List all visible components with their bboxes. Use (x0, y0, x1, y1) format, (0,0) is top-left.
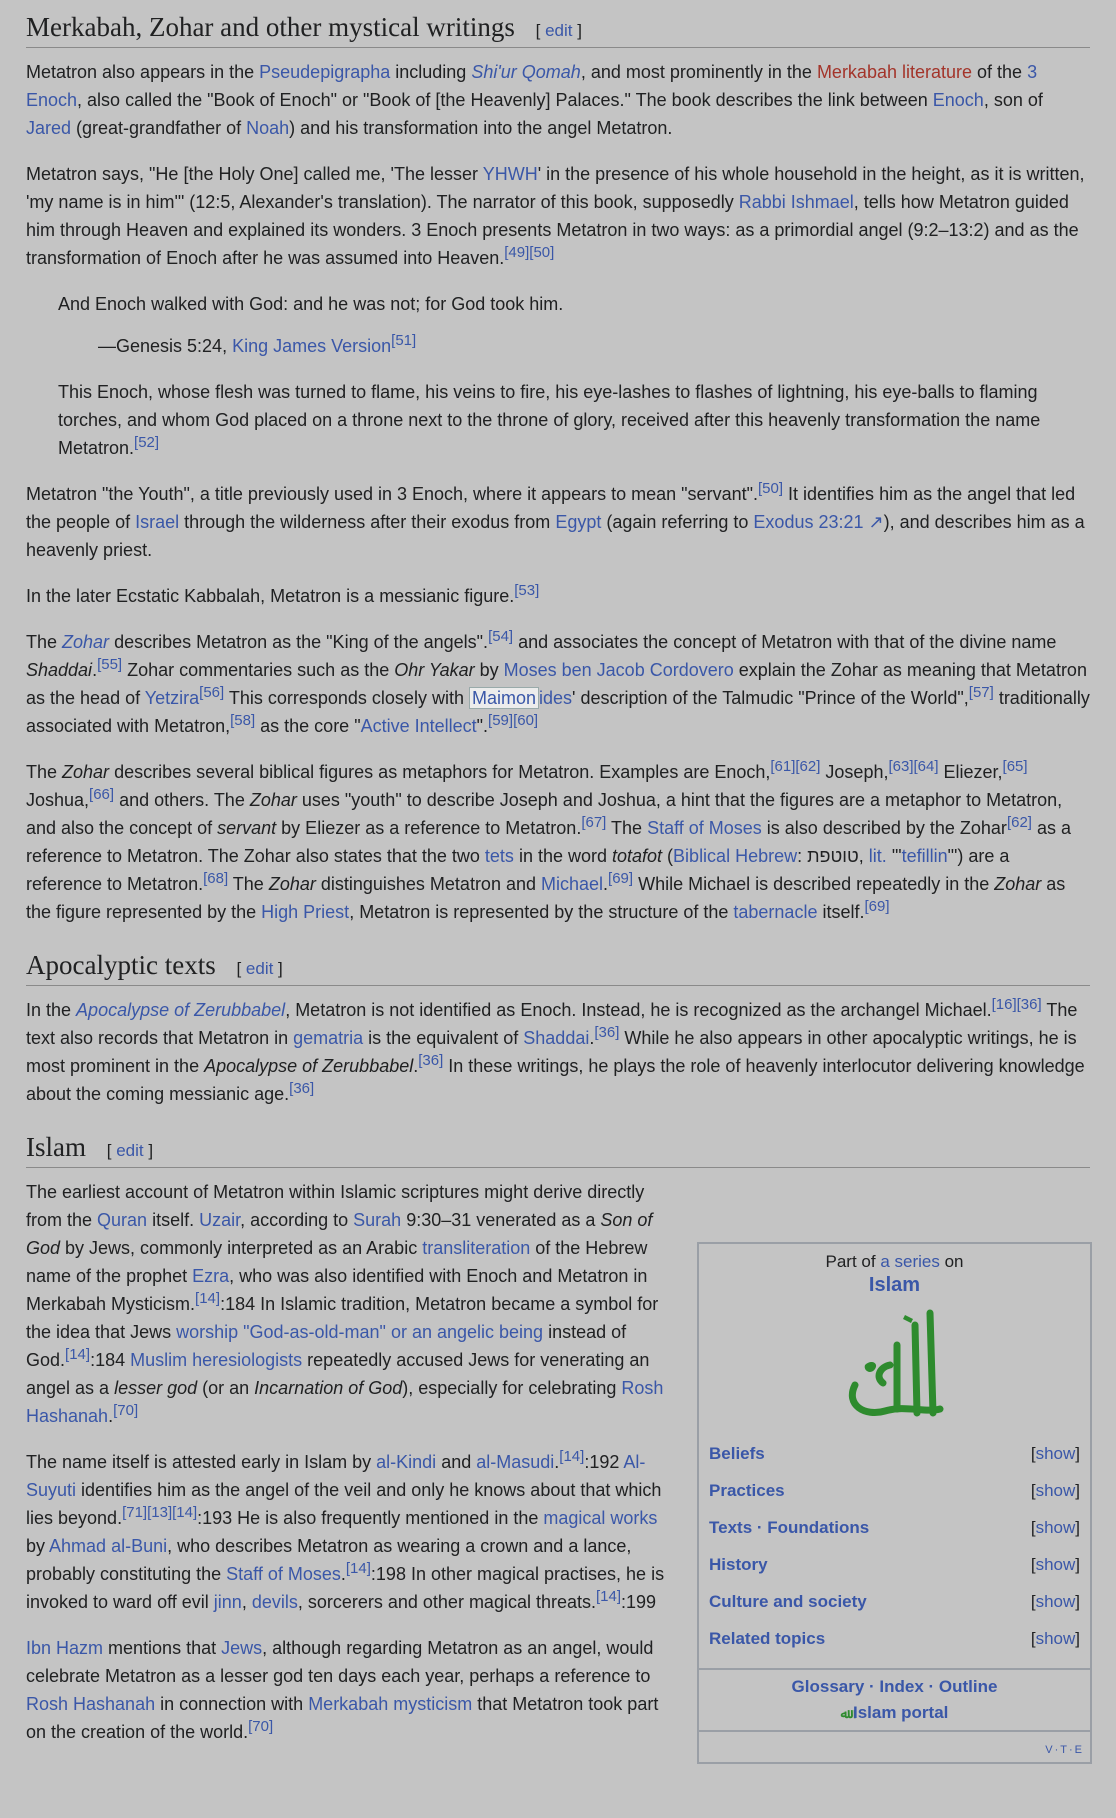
sidebar-row-practices[interactable] (709, 1481, 1080, 1511)
portal-label: Islam portal (852, 1703, 949, 1722)
link-gematria[interactable]: gematria (293, 1028, 364, 1048)
link-active-intellect[interactable]: Active Intellect (360, 716, 477, 736)
sidebar-row-culture[interactable] (709, 1592, 1080, 1622)
sidebar-footer-divider (699, 1730, 1090, 1732)
link-heresiologists[interactable]: Muslim heresiologists (130, 1350, 303, 1370)
show-toggle[interactable]: [show] (1030, 1629, 1080, 1648)
show-link[interactable]: show (1035, 1518, 1076, 1537)
paragraph: The earliest account of Metatron within Islamic scriptures might derive directly from the Quran itself. Uzair, according to Surah 9:30–31 venerated as a Son of God by Jews, commonly interpreted as an Arabic transliteration of the Hebrew name of the prophet Ezra, who was also identified with Enoch and Metatron in Merkabah Mysticism.[14]:184 In Islamic tradition, Metatron became a symbol for the idea that Jews worship "God-as-old-man" or an angelic being instead of God.[14]:184 Muslim heresiologists repeatedly accused Jews for venerating an angel as a lesser god (or an Incarnation of God), especially for celebrating Rosh Hashanah.[70] (26, 1182, 664, 1426)
citation[interactable]: [59][60] (488, 712, 539, 729)
link-magical-works[interactable]: magical works (543, 1508, 658, 1528)
row-label: Texts · Foundations (709, 1518, 870, 1537)
show-toggle[interactable]: [show] (1030, 1444, 1080, 1463)
row-label: Culture and society (709, 1592, 867, 1611)
link-worship[interactable]: worship "God-as-old-man" or an angelic being (176, 1322, 544, 1342)
link-biblical-hebrew[interactable]: Biblical Hebrew (673, 846, 798, 866)
link-pseudepigrapha[interactable]: Pseudepigrapha (259, 62, 391, 82)
link-al-masudi[interactable]: al-Masudi (476, 1452, 555, 1472)
link-rosh-hashanah[interactable]: Rosh Hashanah (26, 1378, 664, 1426)
series-caption (699, 1252, 1090, 1272)
glossary-index-outline-links[interactable]: Glossary · Index · Outline (791, 1677, 998, 1696)
row-label: Related topics (709, 1629, 826, 1648)
link-tets[interactable]: tets (484, 846, 514, 866)
link-jews[interactable]: Jews (221, 1638, 263, 1658)
show-link[interactable]: show (1035, 1481, 1076, 1500)
paragraph: Ibn Hazm mentions that Jews, although regarding Metatron as an angel, would celebrate Metatron as a lesser god ten days each year, perhaps a reference to Rosh Hashanah in connection with Merkabah mysticism that Metatron took part on the creation of the world.[70] (26, 1638, 659, 1742)
link-yetzira[interactable]: Yetzira (144, 688, 200, 708)
link-3-enoch[interactable]: 3 Enoch (26, 62, 1038, 110)
citation[interactable]: [14] (559, 1448, 585, 1465)
heading-text: Merkabah, Zohar and other mystical writings (26, 12, 515, 42)
islam-series-sidebar (697, 1242, 1092, 1764)
link-zohar[interactable]: Zohar (62, 632, 110, 652)
link-uzair[interactable]: Uzair (199, 1210, 241, 1230)
edit-link[interactable]: edit (116, 1141, 144, 1160)
citation[interactable]: [67] (581, 814, 607, 831)
allah-calligraphy-icon (835, 1305, 955, 1427)
heading-text: Apocalyptic texts (26, 950, 216, 980)
link-enoch[interactable]: Enoch (932, 90, 984, 110)
citation[interactable]: [16][36] (991, 996, 1042, 1013)
link-merkabah-mysticism[interactable]: Merkabah mysticism (308, 1694, 473, 1714)
citation[interactable]: [57] (968, 684, 994, 701)
citation[interactable]: [53] (514, 582, 540, 599)
citation[interactable]: [54] (488, 628, 514, 645)
link-maimonides[interactable]: Maimon ides (469, 687, 572, 709)
show-link[interactable]: show (1035, 1629, 1076, 1648)
blockquote: And Enoch walked with God: and he was not; for God took him. (58, 294, 564, 314)
citation[interactable]: [51] (391, 332, 417, 349)
edit-section: [ edit ] (535, 21, 582, 40)
heading-text: Islam (26, 1132, 86, 1162)
show-link[interactable]: show (1035, 1555, 1076, 1574)
citation[interactable]: [14] (345, 1560, 371, 1577)
show-link[interactable]: show (1035, 1592, 1076, 1611)
series-title[interactable]: Islam (868, 1274, 921, 1296)
blockquote: This Enoch, whose flesh was turned to flame, his veins to fire, his eye-lashes to flashes of lightning, his eye-balls to flaming torches, and whom God placed on a throne next to the throne of glory, received after this heavenly transformation the name Metatron.[52] (58, 382, 1041, 458)
edit-link[interactable]: edit (245, 959, 274, 978)
show-toggle[interactable]: [show] (1030, 1518, 1080, 1537)
link-jinn[interactable]: jinn (213, 1592, 242, 1612)
edit-section: [ edit ] (236, 959, 283, 978)
paragraph: In the later Ecstatic Kabbalah, Metatron is a messianic figure.[53] (26, 582, 540, 606)
citation[interactable]: [55] (97, 656, 123, 673)
citation[interactable]: [50] (757, 480, 784, 497)
link-ezra[interactable]: Ezra (192, 1266, 230, 1286)
part-of-text: Part of (825, 1252, 876, 1271)
link-tabernacle[interactable]: tabernacle (733, 902, 818, 922)
link-jared[interactable]: Jared (26, 118, 72, 138)
link-exodus[interactable]: Exodus 23:21 ↗ (753, 512, 884, 532)
link-quran[interactable]: Quran (97, 1210, 148, 1230)
show-toggle[interactable]: [show] (1030, 1481, 1080, 1500)
sidebar-row-history[interactable] (709, 1555, 1080, 1585)
citation[interactable]: [36] (594, 1024, 620, 1041)
link-al-suyuti[interactable]: Al-Suyuti (26, 1452, 646, 1500)
row-label: Practices (709, 1481, 785, 1500)
paragraph: Metatron also appears in the Pseudepigrapha including Shi'ur Qomah, and most prominently in the Merkabah literature of the 3 Enoch, also called the "Book of Enoch" or "Book of [the Heavenly] Palaces." The book describes the link between Enoch, son of Jared (great-grandfather of Noah) and his transformation into the angel Metatron. (26, 62, 1043, 138)
citation[interactable]: [14] (65, 1346, 91, 1363)
link-al-kindi[interactable]: al-Kindi (376, 1452, 437, 1472)
quote-citation: —Genesis 5:24, King James Version[51] (98, 332, 417, 356)
paragraph: The Zohar describes several biblical figures as metaphors for Metatron. Examples are Enoch,[61][62] Joseph,[63][64] Eliezer,[65] Joshua,[66] and others. The Zohar uses "youth" to describe Joseph and Joshua, a hint that the figures are a metaphor to Metatron, and also the concept of servant by Eliezer as a reference to Metatron.[67] The Staff of Moses is also described by the Zohar[62] as a reference to Metatron. The Zohar also states that the two tets in the word totafot (Biblical Hebrew: טוטפת, lit. '"tefillin"') are a reference to Metatron.[68] The Zohar distinguishes Metatron and Michael.[69] While Michael is described repeatedly in the Zohar as the figure represented by the High Priest, Metatron is represented by the structure of the tabernacle itself.[69] (26, 758, 1071, 922)
link-tefillin[interactable]: tefillin (901, 846, 948, 866)
on-text: on (944, 1252, 964, 1271)
edit-section: [ edit ] (106, 1141, 154, 1160)
link-staff-of-moses[interactable]: Staff of Moses (647, 818, 762, 838)
link-shiur-qomah[interactable]: Shi'ur Qomah (471, 62, 581, 82)
link-michael[interactable]: Michael (541, 874, 604, 894)
link-yhwh[interactable]: YHWH (482, 164, 538, 184)
show-toggle[interactable]: [show] (1030, 1555, 1080, 1574)
citation[interactable]: [70] (113, 1402, 139, 1419)
paragraph: Metatron says, "He [the Holy One] called me, 'The lesser YHWH' in the presence of his whole household in the height, as it is written, 'my name is in him'" (12:5, Alexander's translation). The narrator of this book, supposedly Rabbi Ishmael, tells how Metatron guided him through Heaven and explained its wonders. 3 Enoch presents Metatron in two ways: as a primordial angel (9:2–13:2) and as the transformation of Enoch after he was assumed into Heaven.[49][50] (26, 164, 1085, 268)
islam-text-column (26, 1178, 666, 1746)
citation[interactable]: [66] (89, 786, 115, 803)
citation[interactable]: [14] (195, 1290, 221, 1307)
paragraph: The name itself is attested early in Islam by al-Kindi and al-Masudi.[14]:192 Al-Suyuti identifies him as the angel of the veil and only he knows about that which lies beyond.[71][13][14]:193 He is also frequently mentioned in the magical works by Ahmad al-Buni, who describes Metatron as wearing a crown and a lance, probably constituting the Staff of Moses.[14]:198 In other magical practises, he is invoked to ward off evil jinn, devils, sorcerers and other magical threats.[14]:199 (26, 1448, 665, 1612)
citation[interactable]: [36] (418, 1052, 444, 1069)
link-rosh-hashanah-2[interactable]: Rosh Hashanah (26, 1694, 156, 1714)
citation[interactable]: [49][50] (504, 244, 555, 261)
series-link[interactable]: a series (880, 1252, 940, 1271)
row-label: History (709, 1555, 768, 1574)
row-label: Beliefs (709, 1444, 765, 1463)
sidebar-footer (699, 1668, 1090, 1727)
citation[interactable]: [61][62] (770, 758, 821, 775)
sidebar-row-related[interactable] (709, 1629, 1080, 1659)
link-apocalypse-zerubbabel[interactable]: Apocalypse of Zerubbabel (76, 1000, 286, 1020)
edit-link[interactable]: edit (545, 21, 573, 40)
islam-portal-link[interactable] (699, 1700, 1090, 1727)
link-high-priest[interactable]: High Priest (261, 902, 350, 922)
link-shaddai[interactable]: Shaddai (523, 1028, 590, 1048)
citation[interactable]: [69] (864, 898, 890, 915)
citation[interactable]: [14] (596, 1588, 622, 1605)
link-lit[interactable]: lit. (868, 846, 887, 866)
citation[interactable]: [68] (203, 870, 229, 887)
citation[interactable]: [36] (289, 1080, 315, 1097)
paragraph: The Zohar describes Metatron as the "King of the angels".[54] and associates the concept of Metatron with that of the divine name Shaddai.[55] Zohar commentaries such as the Ohr Yakar by Moses ben Jacob Cordovero explain the Zohar as meaning that Metatron as the head of Yetzira[56] This corresponds closely with Maimon ides' description of the Talmudic "Prince of the World",[57] traditionally associated with Metatron,[58] as the core "Active Intellect".[59][60] (26, 628, 1090, 736)
link-cordovero[interactable]: Moses ben Jacob Cordovero (503, 660, 734, 680)
sidebar-row-texts[interactable] (709, 1518, 1080, 1548)
link-ibn-hazm[interactable]: Ibn Hazm (26, 1638, 104, 1658)
vte-links[interactable]: V·T·E (1045, 1744, 1084, 1756)
citation[interactable]: [63][64] (888, 758, 939, 775)
link-surah[interactable]: Surah (353, 1210, 402, 1230)
link-kjv[interactable]: King James Version (232, 336, 392, 356)
link-israel[interactable]: Israel (135, 512, 180, 532)
citation[interactable]: [69] (608, 870, 634, 887)
section-heading-apocalyptic (26, 950, 1090, 986)
citation[interactable]: [65] (1002, 758, 1028, 775)
paragraph: In the Apocalypse of Zerubbabel, Metatron is not identified as Enoch. Instead, he is recognized as the archangel Michael.[16][36] The text also records that Metatron in gematria is the equivalent of Shaddai.[36] While he also appears in other apocalyptic writings, he is most prominent in the Apocalypse of Zerubbabel.[36] In these writings, he plays the role of heavenly interlocutor delivering knowledge about the coming messianic age.[36] (26, 996, 1085, 1104)
citation[interactable]: [62] (1006, 814, 1032, 831)
link-noah[interactable]: Noah (246, 118, 290, 138)
section-heading-islam (26, 1132, 1090, 1168)
citation[interactable]: [70] (248, 1718, 274, 1735)
citation[interactable]: [56] (199, 684, 225, 701)
section-heading-merkabah (26, 0, 1090, 48)
link-merkabah-literature[interactable]: Merkabah literature (816, 62, 973, 82)
link-rabbi-ishmael[interactable]: Rabbi Ishmael (738, 192, 854, 212)
link-egypt[interactable]: Egypt (555, 512, 602, 532)
paragraph: Metatron "the Youth", a title previously used in 3 Enoch, where it appears to mean "servant".[50] It identifies him as the angel that led the people of Israel through the wilderness after their exodus from Egypt (again referring to Exodus 23:21 ↗), and describes him as a heavenly priest. (26, 480, 1085, 560)
citation[interactable]: [58] (230, 712, 256, 729)
link-al-buni[interactable]: Ahmad al-Buni (49, 1536, 168, 1556)
portal-icon: ﷲ (840, 1706, 849, 1721)
citation[interactable]: [52] (134, 434, 160, 451)
show-toggle[interactable]: [show] (1030, 1592, 1080, 1611)
citation[interactable]: [71][13][14] (122, 1504, 198, 1521)
link-transliteration[interactable]: transliteration (422, 1238, 531, 1258)
sidebar-row-beliefs[interactable] (709, 1444, 1080, 1474)
show-link[interactable]: show (1035, 1444, 1076, 1463)
link-staff-of-moses-2[interactable]: Staff of Moses (226, 1564, 341, 1584)
link-devils[interactable]: devils (251, 1592, 298, 1612)
